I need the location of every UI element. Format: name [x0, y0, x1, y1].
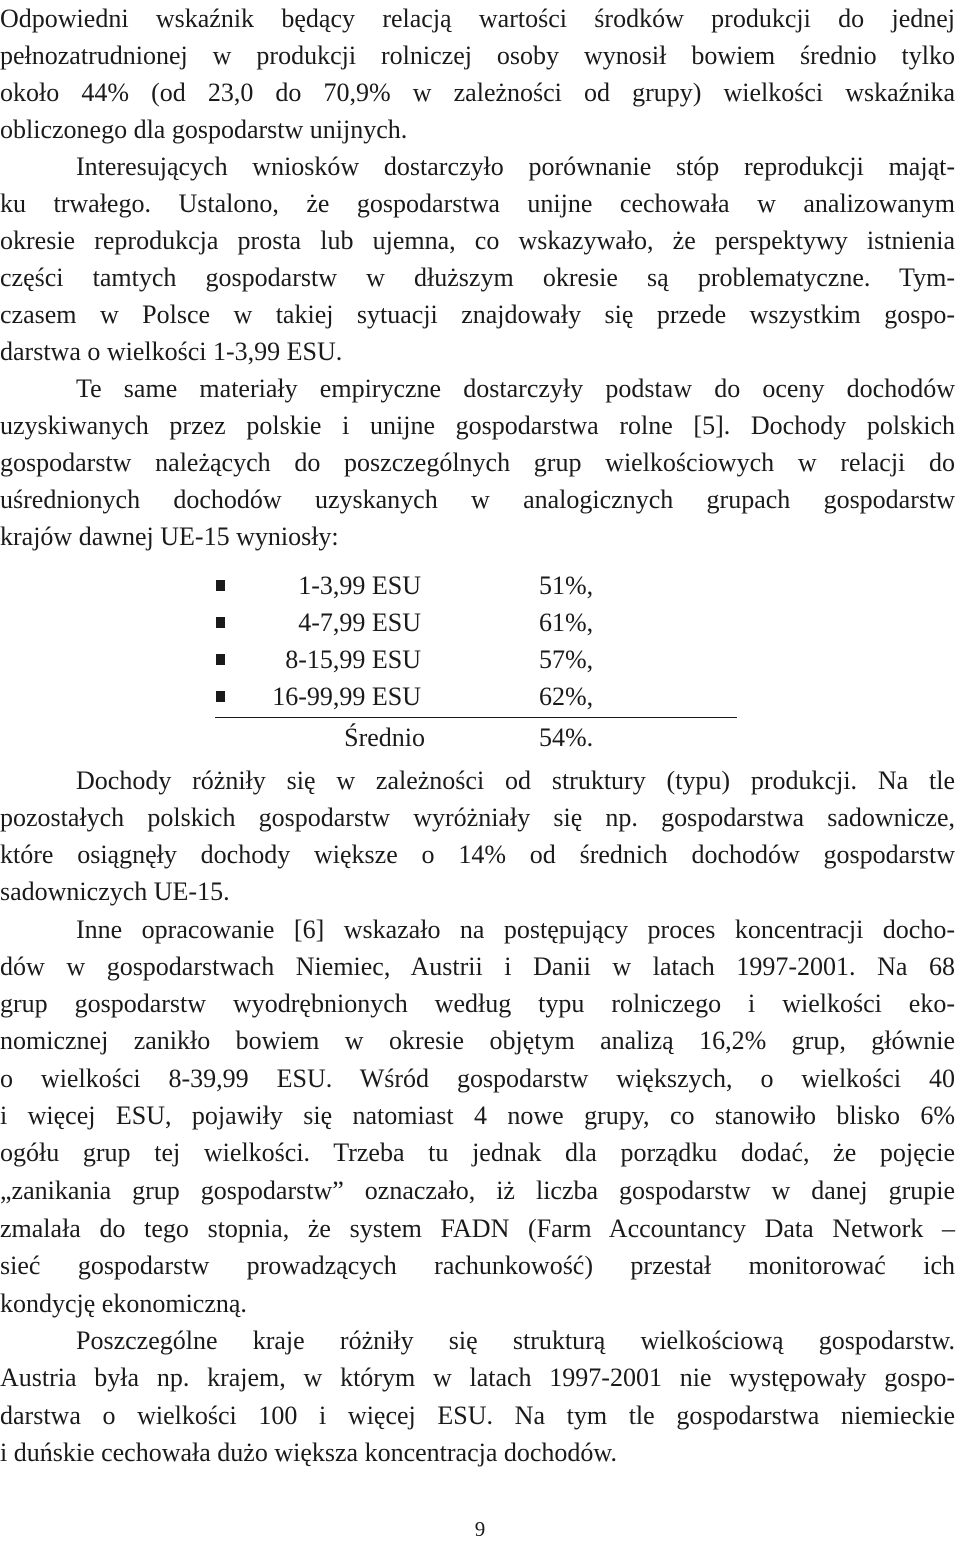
list-item — [0, 604, 955, 641]
text-line: i więcej ESU, pojawiły się natomiast 4 nowe grupy, co stanowiło blisko 6% — [0, 1101, 955, 1130]
text-line: Dochody różniły się w zależności od struktury (typu) produkcji. Na tle — [76, 766, 955, 795]
average-row — [0, 719, 955, 756]
list-item — [0, 567, 955, 604]
text-line: Poszczególne kraje różniły się strukturą wielkościową gospodarstw. — [76, 1326, 955, 1355]
text-line: sieć gospodarstw prowadzących rachunkowość) przestał monitorować ich — [0, 1251, 955, 1280]
square-bullet-icon — [216, 654, 225, 665]
text-line: pozostałych polskich gospodarstw wyróżniały się np. gospodarstwa sadownicze, — [0, 803, 955, 832]
text-line: pełnozatrudnionej w produkcji rolniczej osoby wynosił bowiem średnio tylko — [0, 41, 955, 70]
text-line: grup gospodarstw wyodrębnionych według typu rolniczego i wielkości eko- — [0, 989, 955, 1018]
text-line: Interesujących wniosków dostarczyło porównanie stóp reprodukcji mająt- — [76, 152, 955, 181]
square-bullet-icon — [216, 617, 225, 628]
text-line: około 44% (od 23,0 do 70,9% w zależności od grupy) wielkości wskaźnika — [0, 78, 955, 107]
text-line: krajów dawnej UE-15 wyniosły: — [0, 522, 339, 551]
text-line: części tamtych gospodarstw w dłuższym okresie są problematyczne. Tym- — [0, 263, 955, 292]
text-line: i duńskie cechowała dużo większa koncentracja dochodów. — [0, 1438, 618, 1467]
income-ratio: 57%, — [539, 645, 594, 674]
size-group: 8-15,99 ESU — [285, 645, 421, 674]
text-line: o wielkości 8-39,99 ESU. Wśród gospodarstw większych, o wielkości 40 — [0, 1064, 955, 1093]
text-line: uśrednionych dochodów uzyskanych w analogicznych grupach gospodarstw — [0, 485, 955, 514]
text-line: Te same materiały empiryczne dostarczyły podstaw do oceny dochodów — [76, 374, 955, 403]
summary-divider — [215, 717, 737, 718]
page-number: 9 — [474, 1517, 486, 1541]
average-value: 54%. — [539, 723, 594, 752]
average-label: Średnio — [344, 723, 425, 752]
income-ratio: 61%, — [539, 608, 594, 637]
text-line: Austria była np. krajem, w którym w latach 1997-2001 nie występowały gospo- — [0, 1363, 955, 1392]
text-line: czasem w Polsce w takiej sytuacji znajdowały się przede wszystkim gospo- — [0, 300, 955, 329]
text-line: nomicznej zanikło bowiem w okresie objętym analizą 16,2% grup, głównie — [0, 1026, 955, 1055]
text-line: darstwa o wielkości 100 i więcej ESU. Na tym tle gospodarstwa niemieckie — [0, 1401, 955, 1430]
income-ratio: 62%, — [539, 682, 594, 711]
income-ratio: 51%, — [539, 571, 594, 600]
size-group: 16-99,99 ESU — [272, 682, 421, 711]
text-line: sadowniczych UE-15. — [0, 877, 230, 906]
list-item — [0, 678, 955, 715]
text-line: obliczonego dla gospodarstw unijnych. — [0, 115, 408, 144]
size-group: 1-3,99 ESU — [298, 571, 421, 600]
text-line: dów w gospodarstwach Niemiec, Austrii i Danii w latach 1997-2001. Na 68 — [0, 952, 955, 981]
text-line: „zanikania grup gospodarstw” oznaczało, iż liczba gospodarstw w danej grupie — [0, 1176, 955, 1205]
list-item — [0, 641, 955, 678]
text-line: kondycję ekonomiczną. — [0, 1289, 247, 1318]
text-line: ku trwałego. Ustalono, że gospodarstwa unijne cechowała w analizowanym — [0, 189, 955, 218]
text-line: gospodarstw należących do poszczególnych grup wielkościowych w relacji do — [0, 448, 955, 477]
text-line: ogółu grup tej wielkości. Trzeba tu jednak dla porządku dodać, że pojęcie — [0, 1138, 955, 1167]
size-group: 4-7,99 ESU — [298, 608, 421, 637]
text-line: zmalała do tego stopnia, że system FADN (Farm Accountancy Data Network – — [0, 1214, 955, 1243]
text-line: okresie reprodukcja prosta lub ujemna, co wskazywało, że perspektywy istnienia — [0, 226, 955, 255]
text-line: Inne opracowanie [6] wskazało na postępujący proces koncentracji docho- — [76, 915, 955, 944]
text-line: które osiągnęły dochody większe o 14% od średnich dochodów gospodarstw — [0, 840, 955, 869]
text-line: uzyskiwanych przez polskie i unijne gospodarstwa rolne [5]. Dochody polskich — [0, 411, 955, 440]
text-line: darstwa o wielkości 1-3,99 ESU. — [0, 337, 343, 366]
square-bullet-icon — [216, 580, 225, 591]
square-bullet-icon — [216, 691, 225, 702]
text-line: Odpowiedni wskaźnik będący relacją wartości środków produkcji do jednej — [0, 4, 955, 33]
